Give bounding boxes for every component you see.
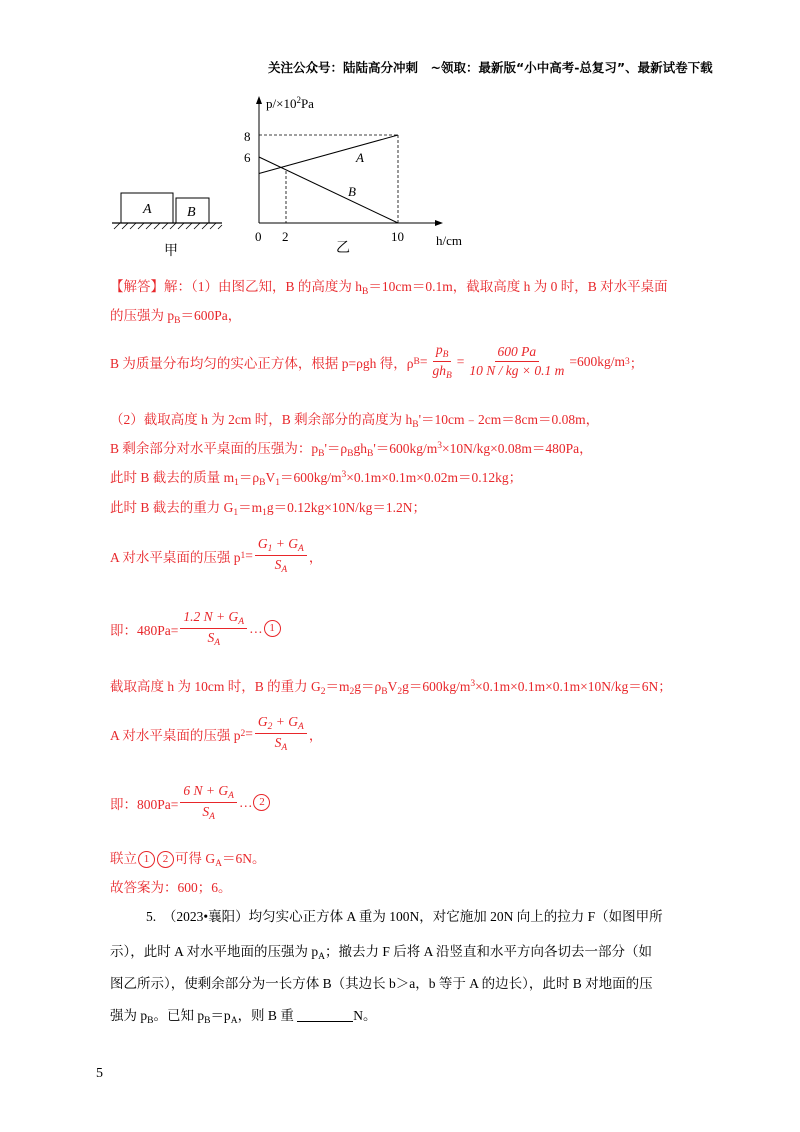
x-axis-label: h/cm (436, 233, 462, 248)
x-axis-arrow (435, 220, 443, 226)
y-axis-label: $p/\times 10^2Pa$ (266, 95, 314, 111)
solution-line-9: 即：480Pa= $\frac{1.2 N + G_A}{S_A}$ … 1 (110, 609, 282, 648)
solution-line-12: 即：800Pa= $\frac{6 N + G_A}{S_A}$ … 2 (110, 783, 271, 822)
solution-line-10: 截取高度 h 为 10cm 时，B 的重力 $G_2=m_2g=\rho_BV_2g=600kg/m^3\times 0.1m\times 0.1m\times 0.1m\times 10N/kg=6N$； (110, 679, 672, 697)
fraction-eq2: $\frac{6 N + G_A}{S_A}$ (180, 783, 237, 822)
block-a-label: A (143, 202, 152, 217)
figure-jia-caption: 甲 (164, 243, 178, 259)
solution-line-6: 此时 B 截去的质量 $m_1=\rho_BV_1=600kg/m^3\times 0.1m\times 0.1m\times 0.02m=0.12kg$； (110, 470, 523, 488)
fraction-rho: $\frac{p_B}{gh_B}$ (432, 342, 452, 381)
solution-line-7: 此时 B 截去的重力 $G_1=m_1g=0.12kg\times 10N/kg=1.2N$； (110, 500, 427, 518)
figure-jia (110, 185, 230, 260)
figure-yi-caption: 乙 (336, 240, 350, 256)
solution-line-1: 【解答】解：（1）由图乙知，B 的高度为 $h_B=10cm=0.1m$，截取高度 h 为 0 时，B 对水平桌面 (110, 279, 668, 297)
question5-line-1: 5. （2023•襄阳）均匀实心正方体 A 重为 100N，对它施加 20N 向上的拉力 F（如图甲所 (146, 909, 663, 924)
fraction-p1: $\frac{G_1 + G_A}{S_A}$ (255, 536, 307, 575)
fraction-p2: $\frac{G_2 + G_A}{S_A}$ (255, 714, 307, 753)
x-tick-2: 2 (282, 229, 289, 244)
y-axis-arrow (256, 96, 262, 104)
page-number: 5 (96, 1066, 103, 1081)
table-hatch (114, 223, 222, 229)
answer-line: 故答案为：600；6。 (110, 880, 232, 895)
circled-ref-1: 1 (138, 851, 155, 868)
figure-yi-chart (240, 92, 480, 260)
question5-line-4: 强为 $p_B$。已知 $p_B=p_A$，则 B 重 N。 (110, 1008, 377, 1026)
circled-ref-2: 2 (157, 851, 174, 868)
fraction-rho-values: $\frac{600 Pa}{10 N / kg \times 0.1 m}$ (469, 344, 565, 378)
solution-line-3: B 为质量分布均匀的实心正方体，根据 p=ρgh 得，ρ B = $\frac{p_B}{gh_B}$ = $\frac{600 Pa}{10 N / kg \times 0.1 m}$ =600kg/m 3 ； (110, 342, 644, 381)
x-tick-0: 0 (255, 229, 262, 244)
solution-line-8: A 对水平桌面的压强 p 1 = $\frac{G_1 + G_A}{S_A}$ ， (110, 536, 323, 575)
y-tick-8: 8 (244, 129, 251, 144)
question5-line-2: 示），此时 A 对水平地面的压强为 $p_A$；撤去力 F 后将 A 沿竖直和水平方向各切去一部分（如 (110, 944, 653, 962)
solution-line-2: 的压强为 $p_B=600Pa$， (110, 308, 242, 326)
series-line-a (259, 135, 398, 174)
series-a-label: A (356, 150, 364, 165)
solution-line-4: （2）截取高度 h 为 2cm 时，B 剩余部分的高度为 $h_B'=10cm﹣2cm=8cm=0.08m$， (110, 412, 600, 430)
circled-number-2: 2 (253, 794, 270, 811)
x-tick-10: 10 (391, 229, 404, 244)
circled-number-1: 1 (264, 620, 281, 637)
block-b-label: B (187, 205, 196, 220)
fraction-eq1: $\frac{1.2 N + G_A}{S_A}$ (180, 609, 247, 648)
solution-line-13: 联立 1 2 可得 $G_A=6N$。 (110, 851, 266, 869)
answer-blank[interactable] (297, 1009, 353, 1022)
y-tick-6: 6 (244, 150, 251, 165)
series-line-b (259, 157, 398, 223)
series-b-label: B (348, 184, 356, 199)
page-header: 关注公众号：陆陆高分冲刺 ~领取：最新版“小中高考-总复习”、最新试卷下载 (268, 60, 713, 75)
question5-line-3: 图乙所示），使剩余部分为一长方体 B（其边长 b＞a，b 等于 A 的边长），此时 B 对地面的压 (110, 976, 653, 991)
solution-line-5: B 剩余部分对水平桌面的压强为：$p_B'=\rho_Bgh_B'=600kg/m^3\times 10N/kg\times 0.08m=480Pa$， (110, 441, 593, 459)
solution-line-11: A 对水平桌面的压强 p 2 = $\frac{G_2 + G_A}{S_A}$ ， (110, 714, 323, 753)
